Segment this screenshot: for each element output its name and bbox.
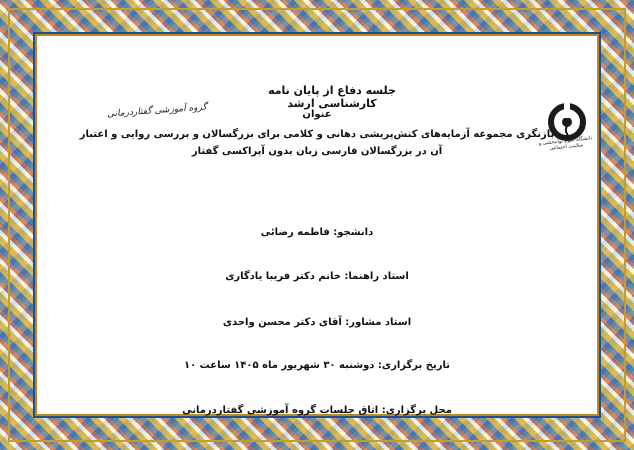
subject-label: عنوان [302, 109, 332, 120]
advisor-name: استاد راهنما: خانم دکتر فریبا یادگاری [225, 271, 409, 282]
certificate-panel [35, 34, 599, 416]
student-name: دانشجو: فاطمه رضائی [260, 227, 374, 238]
department-signature: گروه آموزشی گفتاردرمانی [106, 102, 208, 120]
page-title: جلسه دفاع از پایان نامه کارشناسی ارشد [268, 84, 396, 110]
consultant-name: استاد مشاور: آقای دکتر محسن واحدی [222, 317, 412, 328]
thesis-title: بازنگری مجموعه آزمایه‌های کنش‌پریشی دهانی و کلامی برای بزرگسالان و بررسی روایی و اعتبار آن در بزرگسالان فارسی زبان بدون آپراکسی گفتار [79, 129, 555, 157]
meeting-location: محل برگزاری: اتاق جلسات گروه آموزشی گفتاردرمانی [182, 405, 452, 416]
university-logo-text: دانشگاه علوم توانبخشی و سلامت اجتماعی [538, 135, 593, 152]
meeting-date: تاریخ برگزاری: دوشنبه ۳۰ شهریور ماه ۱۴۰۵ ساعت ۱۰ [183, 360, 450, 371]
